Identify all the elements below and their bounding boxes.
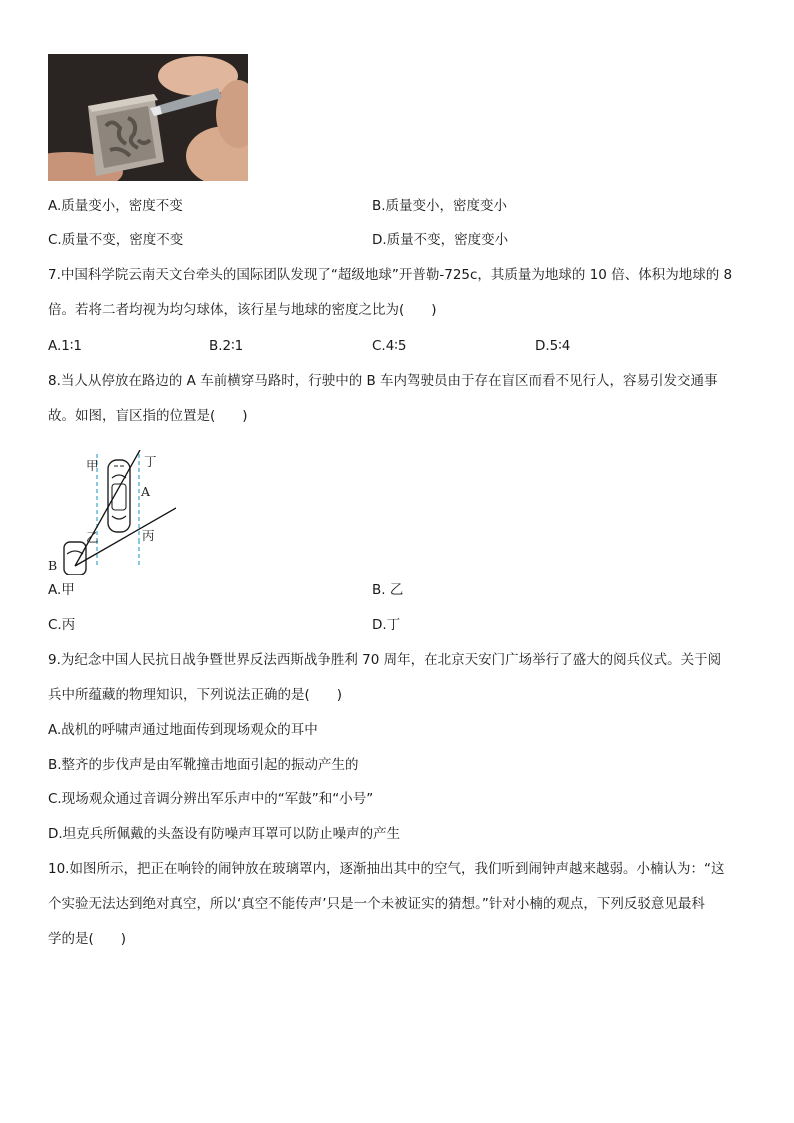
q8-option-d: D.丁 <box>372 617 401 633</box>
q9-stem-line2: 兵中所蕴藏的物理知识，下列说法正确的是( ) <box>48 687 343 703</box>
q7-option-b: B.2∶1 <box>209 338 244 354</box>
q10-stem-line1: 10.如图所示，把正在响铃的闹钟放在玻璃罩内，逐渐抽出其中的空气，我们听到闹钟声越来越弱。小楠认为：“这 <box>48 861 725 877</box>
label-bing: 丙 <box>142 528 155 543</box>
q6-option-c: C.质量不变，密度不变 <box>48 232 184 248</box>
q9-option-a: A.战机的呼啸声通过地面传到现场观众的耳中 <box>48 722 318 738</box>
q6-option-d: D.质量不变，密度变小 <box>372 232 509 248</box>
q6-option-b: B.质量变小，密度变小 <box>372 198 508 214</box>
label-yi: 乙 <box>86 530 99 545</box>
q7-stem-line1: 7.中国科学院云南天文台牵头的国际团队发现了“超级地球”开普勒-725c，其质量为地球的 10 倍、体积为地球的 8 <box>48 267 733 283</box>
label-ding: 丁 <box>144 454 157 469</box>
q8-stem-line2: 故。如图，盲区指的位置是( ) <box>48 408 248 424</box>
q8-option-b: B. 乙 <box>372 582 404 598</box>
seal-engraving-photo <box>48 54 248 181</box>
q9-stem-line1: 9.为纪念中国人民抗日战争暨世界反法西斯战争胜利 70 周年，在北京天安门广场举行了盛大的阅兵仪式。关于阅 <box>48 652 722 668</box>
q7-option-a: A.1∶1 <box>48 338 82 354</box>
q6-option-a: A.质量变小，密度不变 <box>48 198 183 214</box>
q9-option-c: C.现场观众通过音调分辨出军乐声中的“军鼓”和“小号” <box>48 791 374 807</box>
blind-spot-figure <box>46 450 176 575</box>
q7-option-c: C.4∶5 <box>372 338 407 354</box>
label-a: A <box>141 484 151 499</box>
label-b: B <box>48 558 58 573</box>
car-a <box>108 460 130 532</box>
q7-option-d: D.5∶4 <box>535 338 571 354</box>
label-jia: 甲 <box>86 458 99 473</box>
q10-stem-line2: 个实验无法达到绝对真空，所以‘真空不能传声’只是一个未被证实的猜想。”针对小楠的观点，下列反驳意见最科 <box>48 896 705 912</box>
blind-spot-diagram <box>46 450 176 579</box>
q10-stem-line3: 学的是( ) <box>48 931 127 947</box>
q7-stem-line2: 倍。若将二者均视为均匀球体，该行星与地球的密度之比为( ) <box>48 302 437 318</box>
q8-option-a: A.甲 <box>48 582 75 598</box>
car-b <box>64 542 86 575</box>
q8-stem-line1: 8.当人从停放在路边的 A 车前横穿马路时，行驶中的 B 车内驾驶员由于存在盲区而看不见行人，容易引发交通事 <box>48 373 718 389</box>
q9-option-b: B.整齐的步伐声是由军靴撞击地面引起的振动产生的 <box>48 757 359 773</box>
seal-engraving-illustration <box>48 54 248 181</box>
q8-option-c: C.丙 <box>48 617 76 633</box>
q9-option-d: D.坦克兵所佩戴的头盔设有防噪声耳罩可以防止噪声的产生 <box>48 826 401 842</box>
